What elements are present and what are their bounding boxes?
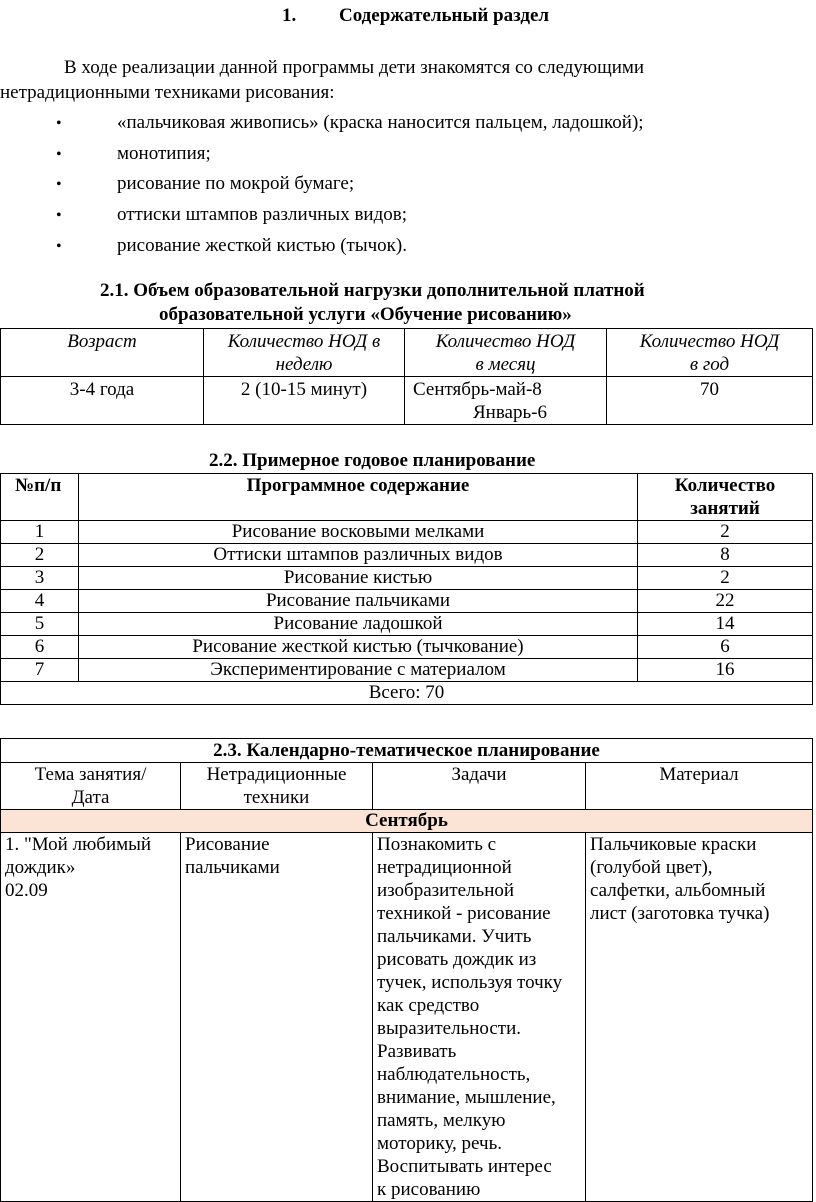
calendar-plan-table [0, 738, 813, 1202]
table-cell: Оттиски штампов различных видов [79, 544, 638, 567]
table-cell: Рисование восковыми мелками [79, 521, 638, 544]
table-row [1, 590, 813, 613]
table-header-cell: Возраст [1, 329, 204, 377]
section-2-1-title-line2: образовательной услуги «Обучение рисованию» [159, 304, 572, 325]
table-row [1, 377, 813, 425]
table-row [1, 521, 813, 544]
table-row [1, 613, 813, 636]
table-cell: 1 [1, 521, 79, 544]
table-cell: Экспериментирование с материалом [79, 659, 638, 682]
table-header-cell: Материал [586, 763, 813, 810]
table-cell: Рисование ладошкой [79, 613, 638, 636]
bullet-icon: • [56, 115, 62, 132]
table-row [1, 544, 813, 567]
intro-line-1: В ходе реализации данной программы дети знакомятся со следующими [64, 57, 645, 78]
table-cell: 3-4 года [1, 377, 204, 425]
table-cell: 22 [638, 590, 813, 613]
month-row [1, 810, 813, 833]
table-total-cell: Всего: 70 [1, 682, 813, 705]
month-label: Сентябрь [1, 810, 813, 833]
table-header-row [1, 474, 813, 521]
table-cell: 2 (10-15 минут) [204, 377, 405, 425]
table-cell: Рисование жесткой кистью (тычкование) [79, 636, 638, 659]
annual-plan-table [0, 473, 813, 705]
table-header-cell: №п/п [1, 474, 79, 521]
section-2-2-title: 2.2. Примерное годовое планирование [209, 450, 536, 471]
bullet-item: рисование по мокрой бумаге; [117, 173, 355, 194]
table-header-cell: Программное содержание [79, 474, 638, 521]
table-cell: Рисование кистью [79, 567, 638, 590]
table-row [1, 833, 813, 1202]
table-cell: 4 [1, 590, 79, 613]
table-cell: 2 [1, 544, 79, 567]
table-cell: 2 [638, 567, 813, 590]
table-title-row [1, 739, 813, 763]
bullet-icon: • [56, 146, 62, 163]
table-header-row [1, 329, 813, 377]
table-cell-material: Пальчиковые краски (голубой цвет), салфетки, альбомный лист (заготовка тучка) [586, 833, 813, 1202]
table-cell: 6 [638, 636, 813, 659]
load-table [0, 328, 813, 425]
bullet-item: монотипия; [117, 143, 211, 164]
intro-line-2: нетрадиционными техниками рисования: [0, 82, 335, 103]
bullet-item: «пальчиковая живопись» (краска наносится пальцем, ладошкой); [117, 112, 644, 133]
table-cell: 2 [638, 521, 813, 544]
table-cell: 6 [1, 636, 79, 659]
table-cell: 5 [1, 613, 79, 636]
table-header-cell: Количество НОД в год [607, 329, 813, 377]
bullet-icon: • [56, 176, 62, 193]
table-cell: 16 [638, 659, 813, 682]
table-cell: 3 [1, 567, 79, 590]
section-title: Содержательный раздел [339, 5, 550, 26]
table-cell: Сентябрь-май-8 Январь-6 [405, 377, 607, 425]
table-header-cell: Тема занятия/ Дата [1, 763, 181, 810]
table-cell: 7 [1, 659, 79, 682]
table-header-cell: Количество занятий [638, 474, 813, 521]
table-cell: Рисование пальчиками [79, 590, 638, 613]
table-cell: 8 [638, 544, 813, 567]
table-cell: 70 [607, 377, 813, 425]
bullet-item: рисование жесткой кистью (тычок). [117, 235, 407, 256]
table-total-row [1, 682, 813, 705]
bullet-icon: • [56, 238, 62, 255]
table-cell: 14 [638, 613, 813, 636]
table-header-row [1, 763, 813, 810]
table-header-cell: Количество НОД в неделю [204, 329, 405, 377]
bullet-item: оттиски штампов различных видов; [117, 204, 408, 225]
table-row [1, 567, 813, 590]
table-title: 2.3. Календарно-тематическое планирование [1, 739, 813, 763]
table-row [1, 659, 813, 682]
bullet-icon: • [56, 207, 62, 224]
table-cell-tasks: Познакомить с нетрадиционной изобразительной техникой - рисование пальчиками. Учить рисовать дождик из тучек, используя точку как средство выразительности. Развивать наблюдательность, внимание, мышление, память, мелкую моторику, речь. Воспитывать интерес к рисованию [373, 833, 586, 1202]
section-number: 1. [282, 5, 297, 26]
table-header-cell: Задачи [373, 763, 586, 810]
table-row [1, 636, 813, 659]
table-header-cell: Нетрадиционные техники [181, 763, 373, 810]
table-header-cell: Количество НОД в месяц [405, 329, 607, 377]
table-cell-technique: Рисование пальчиками [181, 833, 373, 1202]
section-2-1-title-line1: 2.1. Объем образовательной нагрузки дополнительной платной [100, 280, 645, 301]
table-cell-theme: 1. "Мой любимый дождик» 02.09 [1, 833, 181, 1202]
